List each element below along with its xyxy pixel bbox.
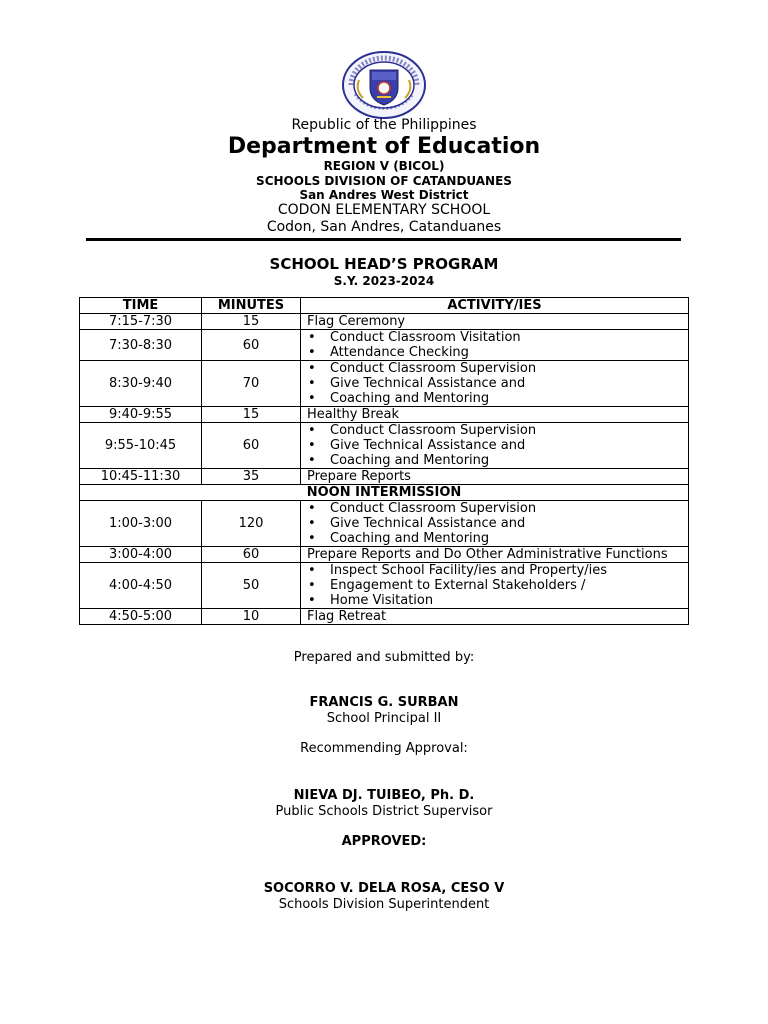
time-cell: 3:00-4:00 [80, 547, 202, 563]
activity-cell: Prepare Reports and Do Other Administrative Functions [301, 547, 689, 563]
minutes-cell: 60 [202, 423, 301, 469]
minutes-cell: 50 [202, 563, 301, 609]
school-year: S.Y. 2023-2024 [333, 274, 435, 288]
principal-name: FRANCIS G. SURBAN [309, 695, 459, 710]
table-row [80, 423, 689, 469]
recommending-label: Recommending Approval: [300, 741, 468, 756]
supervisor-title: Public Schools District Supervisor [275, 804, 493, 819]
activity-list [307, 361, 688, 406]
time-cell: 7:30-8:30 [80, 330, 202, 361]
time-cell: 10:45-11:30 [80, 469, 202, 485]
activity-list [307, 330, 688, 360]
district-label: San Andres West District [299, 188, 469, 202]
activity-list [307, 563, 688, 608]
activity-list [307, 501, 688, 546]
approved-label: APPROVED: [341, 834, 427, 849]
activity-list [307, 423, 688, 468]
program-table [79, 297, 689, 625]
time-cell: 9:55-10:45 [80, 423, 202, 469]
activity-cell [301, 361, 689, 407]
activity-cell: Healthy Break [301, 407, 689, 423]
col-header-time: TIME [80, 298, 202, 314]
school-name: CODON ELEMENTARY SCHOOL [277, 202, 491, 218]
department-title: Department of Education [227, 134, 541, 159]
minutes-cell: 10 [202, 609, 301, 625]
republic-label: Republic of the Philippines [291, 117, 477, 133]
activity-list-item: • Conduct Classroom Supervision [307, 501, 688, 516]
time-cell: 9:40-9:55 [80, 407, 202, 423]
activity-list-item: • Conduct Classroom Visitation [307, 330, 688, 345]
activity-list-item: • Give Technical Assistance and [307, 376, 688, 391]
superintendent-name: SOCORRO V. DELA ROSA, CESO V [263, 881, 505, 896]
activity-list-item: • Conduct Classroom Supervision [307, 423, 688, 438]
activity-cell: Flag Ceremony [301, 314, 689, 330]
activity-cell [301, 501, 689, 547]
minutes-cell: 120 [202, 501, 301, 547]
activity-list-item: • Inspect School Facility/ies and Property/ies [307, 563, 688, 578]
superintendent-title: Schools Division Superintendent [278, 897, 490, 912]
prepared-by-label: Prepared and submitted by: [293, 650, 475, 665]
activity-list-item: • Home Visitation [307, 593, 688, 608]
time-cell: 1:00-3:00 [80, 501, 202, 547]
table-row [80, 501, 689, 547]
activity-cell: Prepare Reports [301, 469, 689, 485]
table-row [80, 330, 689, 361]
time-cell: 7:15-7:30 [80, 314, 202, 330]
school-address: Codon, San Andres, Catanduanes [266, 219, 502, 235]
principal-title: School Principal II [326, 711, 442, 726]
minutes-cell: 60 [202, 330, 301, 361]
time-cell: 4:50-5:00 [80, 609, 202, 625]
activity-cell: Flag Retreat [301, 609, 689, 625]
minutes-cell: 60 [202, 547, 301, 563]
header-divider [86, 238, 681, 241]
activity-cell [301, 423, 689, 469]
minutes-cell: 15 [202, 314, 301, 330]
noon-intermission-cell: NOON INTERMISSION [80, 485, 689, 501]
time-cell: 4:00-4:50 [80, 563, 202, 609]
table-row [80, 563, 689, 609]
activity-list-item: • Coaching and Mentoring [307, 391, 688, 406]
activity-cell [301, 330, 689, 361]
table-row [80, 485, 689, 501]
table-header-row [80, 298, 689, 314]
col-header-activity: ACTIVITY/IES [301, 298, 689, 314]
activity-list-item: • Attendance Checking [307, 345, 688, 360]
minutes-cell: 35 [202, 469, 301, 485]
minutes-cell: 70 [202, 361, 301, 407]
table-body [80, 314, 689, 625]
table-row [80, 547, 689, 563]
table-row [80, 469, 689, 485]
minutes-cell: 15 [202, 407, 301, 423]
deped-seal-logo [341, 50, 427, 120]
activity-list-item: • Give Technical Assistance and [307, 438, 688, 453]
supervisor-name: NIEVA DJ. TUIBEO, Ph. D. [293, 788, 475, 803]
program-title: SCHOOL HEAD’S PROGRAM [269, 255, 499, 273]
region-label: REGION V (BICOL) [323, 159, 445, 173]
activity-list-item: • Coaching and Mentoring [307, 453, 688, 468]
table-row [80, 314, 689, 330]
time-cell: 8:30-9:40 [80, 361, 202, 407]
table-row [80, 609, 689, 625]
division-label: SCHOOLS DIVISION OF CATANDUANES [256, 174, 512, 188]
activity-cell [301, 563, 689, 609]
activity-list-item: • Give Technical Assistance and [307, 516, 688, 531]
activity-list-item: • Coaching and Mentoring [307, 531, 688, 546]
table-row [80, 407, 689, 423]
col-header-minutes: MINUTES [202, 298, 301, 314]
table-row [80, 361, 689, 407]
activity-list-item: • Engagement to External Stakeholders / [307, 578, 688, 593]
activity-list-item: • Conduct Classroom Supervision [307, 361, 688, 376]
